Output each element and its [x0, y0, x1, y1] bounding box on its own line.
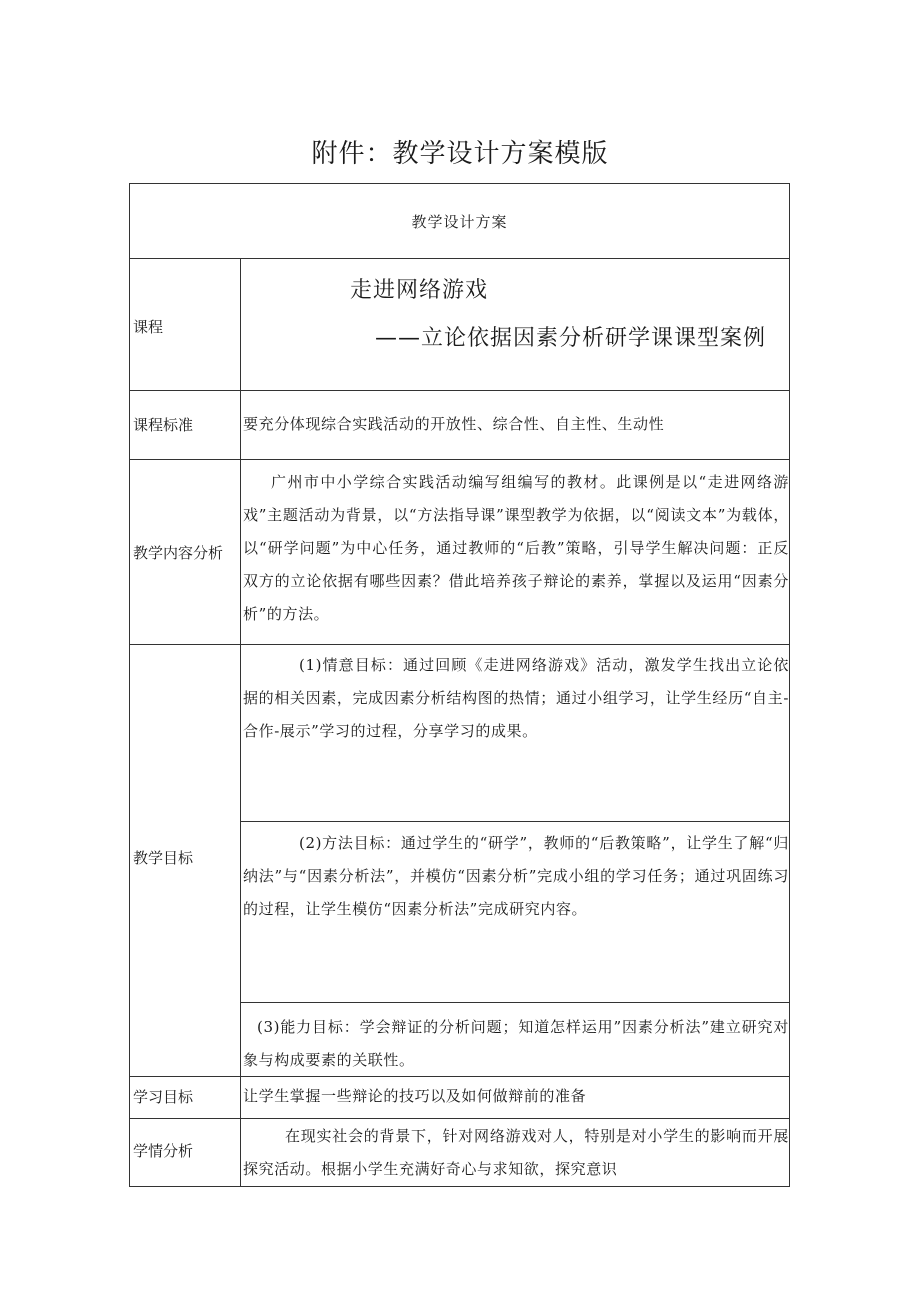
content-analysis-text: 广州市中小学综合实践活动编写组编写的教材。此课例是以“走进网络游戏”主题活动为背景，以“方法指导课”课型教学为依据，以“阅读文本”为载体，以“研学问题”为中心任务，通过教师的“后教”策略，引导学生解决问题：正反双方的立论依据有哪些因素？借此培养孩子辩论的素养，掌握以及运用“因素分析”的方法。: [243, 473, 789, 623]
content-analysis-label: 教学内容分析: [133, 544, 224, 562]
row-divider: [240, 821, 789, 822]
column-divider: [240, 258, 241, 1186]
course-label: 课程: [133, 318, 164, 336]
course-title: 走进网络游戏: [349, 278, 488, 303]
design-plan-table: [129, 183, 790, 1187]
objective-affective: (1)情意目标：通过回顾《走进网络游戏》活动，激发学生找出立论依据的相关因素，完成因素分析结构图的热情；通过小组学习，让学生经历“自主-合作-展示”学习的过程，分享学习的成果。: [243, 656, 789, 740]
learning-goal-content: 让学生掌握一些辩论的技巧以及如何做辩前的准备: [243, 1087, 587, 1105]
row-divider: [130, 390, 789, 391]
standard-content: 要充分体现综合实践活动的开放性、综合性、自主性、生动性: [243, 415, 665, 433]
course-subtitle: ——立论依据因素分析研学课课型案例: [375, 326, 767, 351]
row-divider: [130, 459, 789, 460]
course-cell: [241, 259, 789, 390]
standard-label: 课程标准: [133, 416, 194, 434]
objective-method: (2)方法目标：通过学生的“研学”，教师的“后教策略”，让学生了解“归纳法”与“因素分析法”，并模仿“因素分析”完成小组的学习任务；通过巩固练习的过程，让学生模仿“因素分析法”完成研究内容。: [243, 834, 789, 918]
row-divider: [130, 1118, 789, 1119]
page-title: 附件：教学设计方案模版: [311, 139, 609, 169]
objective-ability: (3)能力目标：学会辩证的分析问题；知道怎样运用”因素分析法”建立研究对象与构成要素的关联性。: [243, 1018, 789, 1069]
objectives-label: 教学目标: [133, 849, 194, 867]
table-header: 教学设计方案: [411, 213, 508, 231]
learning-goal-label: 学习目标: [133, 1088, 194, 1106]
student-analysis-content: 在现实社会的背景下，针对网络游戏对人，特别是对小学生的影响而开展探究活动。根据小学生充满好奇心与求知欲，探究意识: [243, 1127, 789, 1178]
row-divider: [130, 644, 789, 645]
student-analysis-label: 学情分析: [133, 1142, 194, 1160]
row-divider: [240, 1002, 789, 1003]
